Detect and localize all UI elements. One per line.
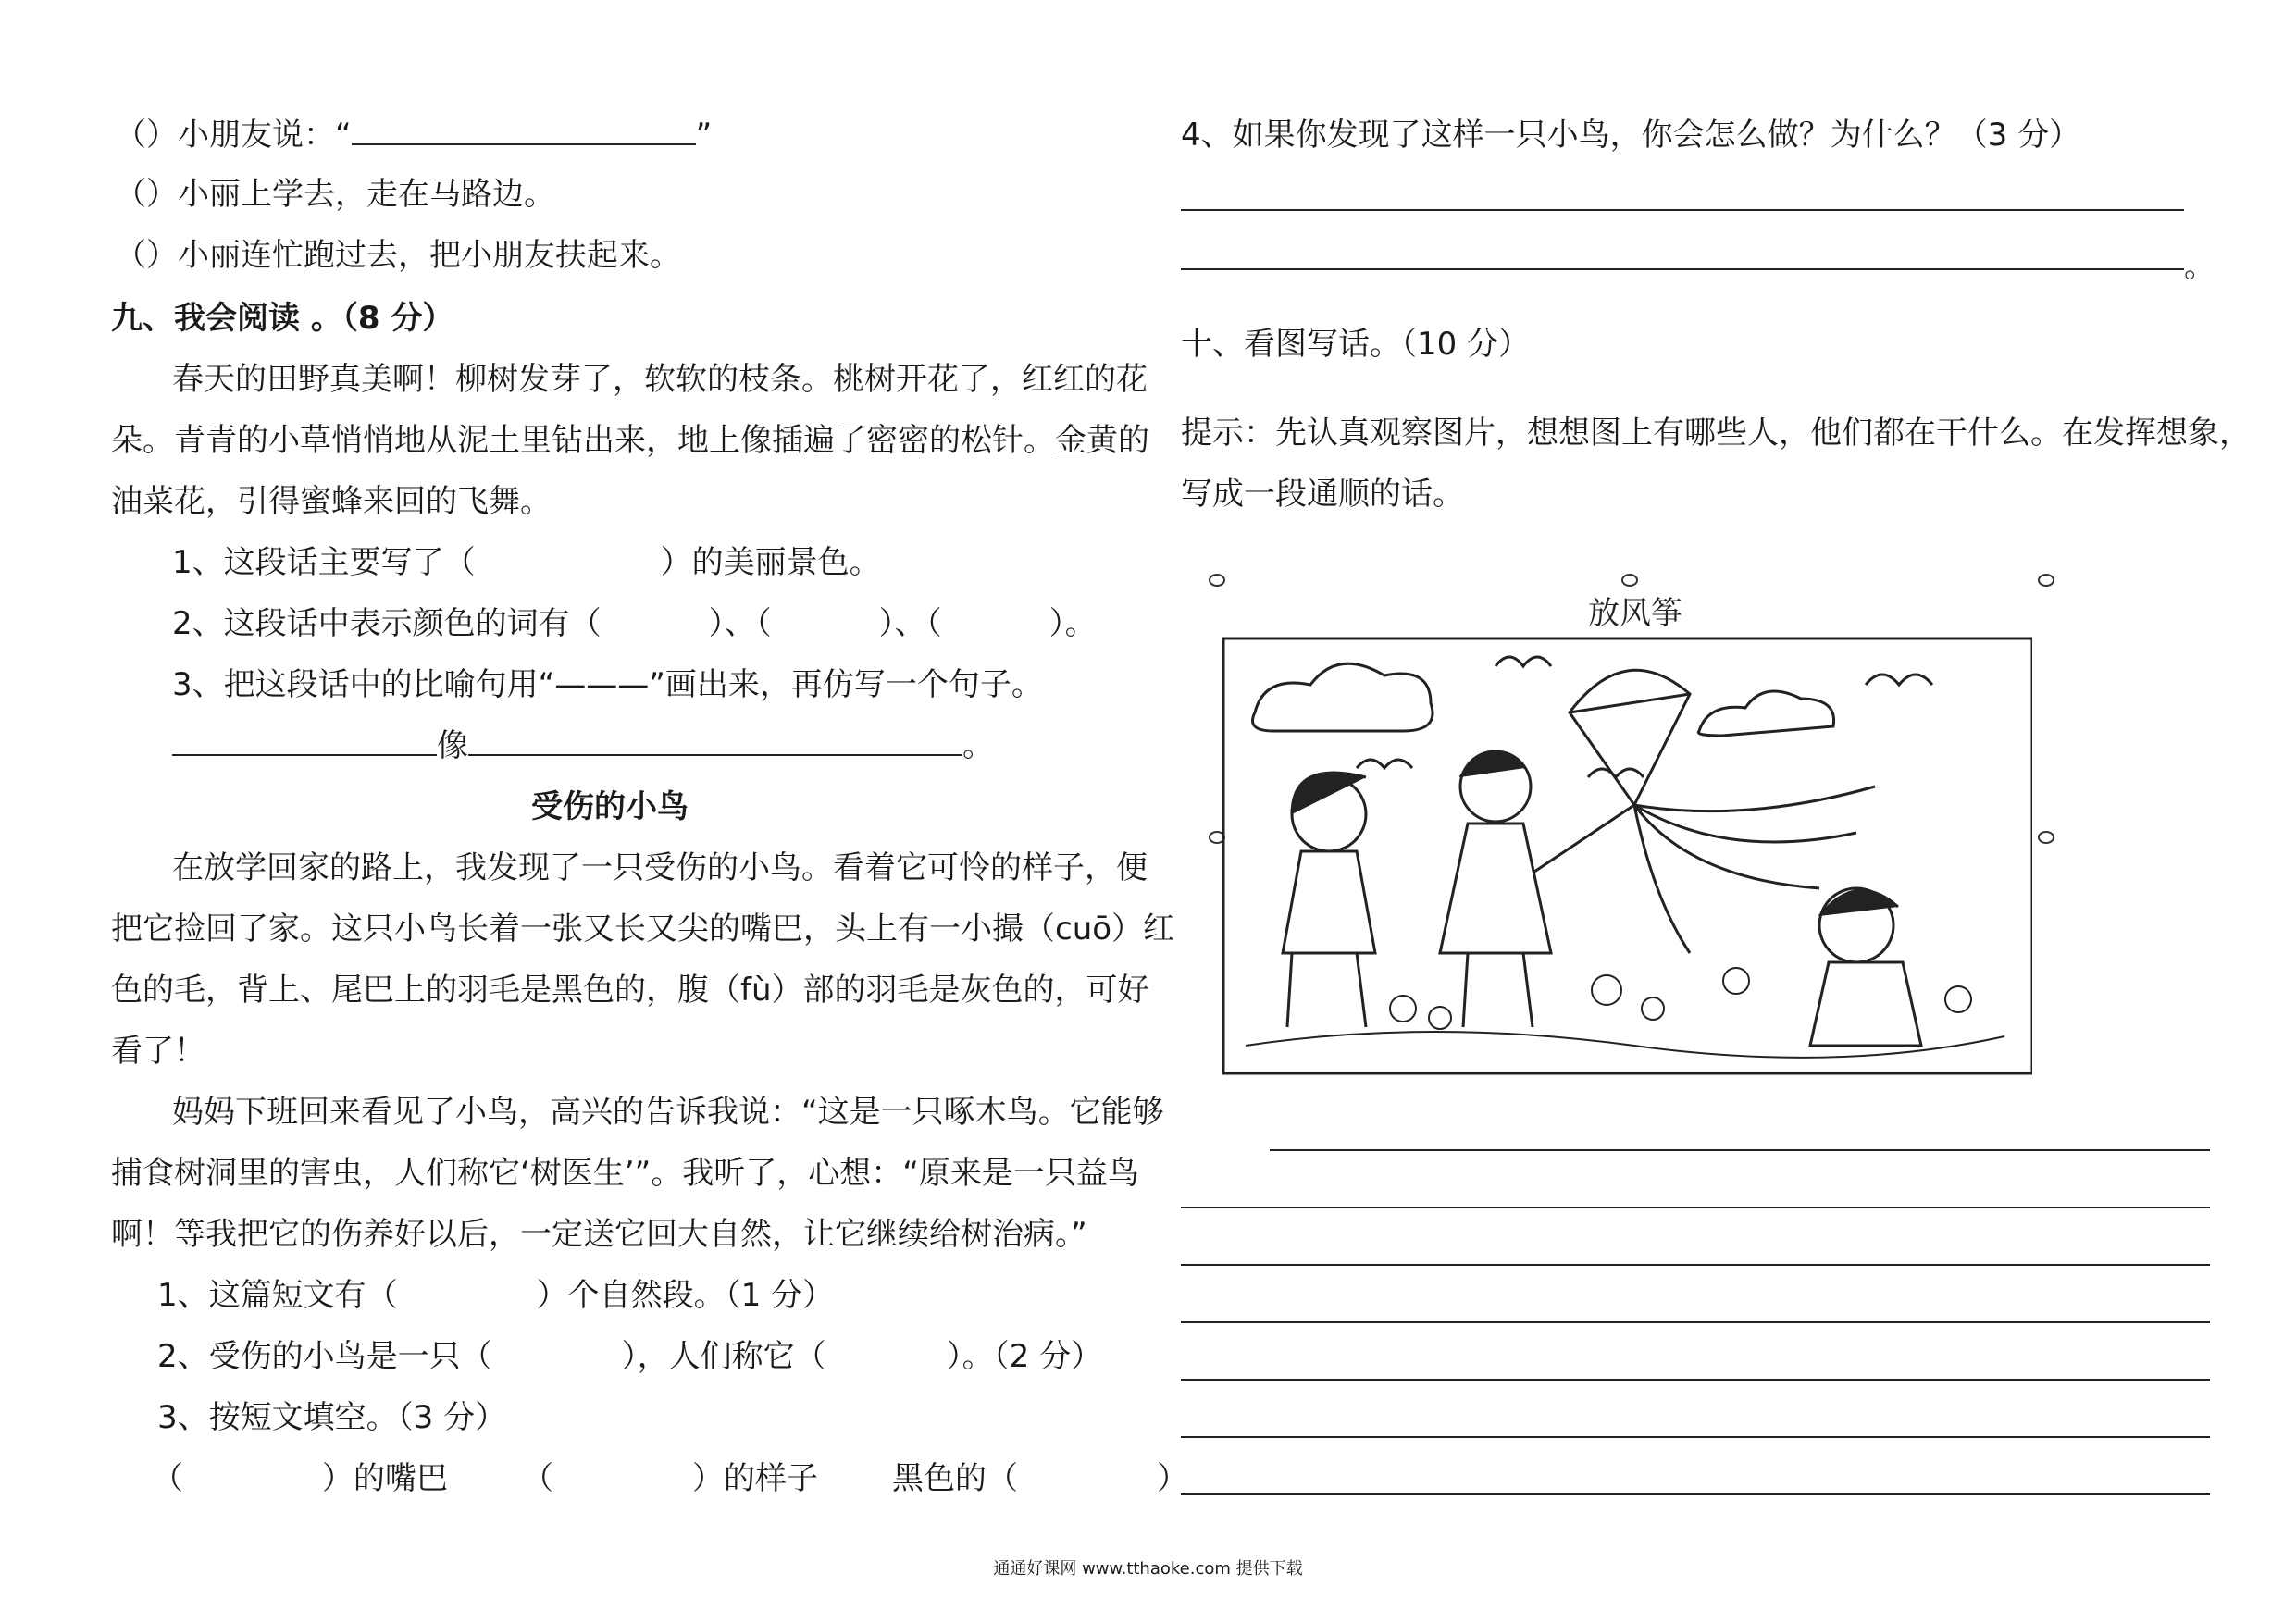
question-4: 4、如果你发现了这样一只小鸟，你会怎么做？为什么？（3 分） xyxy=(1181,117,2081,154)
child-figure-girl xyxy=(1440,751,1551,1027)
child-figure-left xyxy=(1283,773,1375,1027)
story-question-2: 2、受伤的小鸟是一只（ ），人们称它（ ）。（2 分） xyxy=(157,1338,1103,1375)
picture-resize-handle[interactable] xyxy=(2038,831,2054,844)
bird-icon xyxy=(1357,657,1932,777)
answer-blank[interactable] xyxy=(352,116,696,145)
s9-question-1: 1、这段话主要写了（ ）的美丽景色。 xyxy=(172,544,881,581)
s9-question-3: 3、把这段话中的比喻句用“———”画出来，再仿写一个句子。 xyxy=(172,666,1043,703)
section-9-title: 九、我会阅读 。（8 分） xyxy=(111,300,454,337)
picture-resize-handle[interactable] xyxy=(2038,574,2054,587)
story-p1-line-4: 看了！ xyxy=(111,1033,205,1070)
writing-line[interactable] xyxy=(1181,1207,2210,1208)
story-p1-line-1: 在放学回家的路上，我发现了一只受伤的小鸟。看着它可怜的样子，便 xyxy=(172,849,1148,886)
hint-line-2: 写成一段通顺的话。 xyxy=(1181,476,1464,513)
cloud-icon xyxy=(1253,663,1834,736)
order-item-1: （）小朋友说：“ ” xyxy=(115,117,713,154)
writing-line[interactable] xyxy=(1270,1149,2210,1151)
writing-line[interactable] xyxy=(1181,1493,2210,1495)
writing-line[interactable] xyxy=(1181,1264,2210,1266)
kite-flying-illustration xyxy=(1218,583,2032,1083)
passage-line-1: 春天的田野真美啊！柳树发芽了，软软的枝条。桃树开花了，红红的花 xyxy=(172,361,1148,398)
passage-line-3: 油菜花，引得蜜蜂来回的飞舞。 xyxy=(111,483,552,520)
story-question-3: 3、按短文填空。（3 分） xyxy=(157,1399,507,1436)
line-end-period: 。 xyxy=(2184,248,2215,285)
story-p1-line-2: 把它捡回了家。这只小鸟长着一张又长又尖的嘴巴，头上有一小撮（cuō）红 xyxy=(111,911,1175,948)
s9-question-2: 2、这段话中表示颜色的词有（ ）、（ ）、（ ）。 xyxy=(172,605,1097,642)
writing-line[interactable] xyxy=(1181,209,2184,211)
child-figure-right xyxy=(1810,888,1921,1046)
picture-title: 放风筝 xyxy=(1588,595,1682,632)
footer-credit: 通通好课网 www.tthaoke.com 提供下载 xyxy=(993,1559,1303,1579)
story-p2-line-3: 啊！等我把它的伤养好以后，一定送它回大自然，让它继续给树治病。” xyxy=(111,1216,1087,1253)
imitation-sentence: 像 。 xyxy=(172,725,994,766)
story-title: 受伤的小鸟 xyxy=(531,788,689,825)
writing-line[interactable] xyxy=(1181,1436,2210,1438)
answer-blank[interactable] xyxy=(172,726,437,756)
answer-blank[interactable] xyxy=(468,726,962,756)
order-item-2: （）小丽上学去，走在马路边。 xyxy=(115,176,555,213)
writing-line[interactable] xyxy=(1181,268,2184,270)
story-p1-line-3: 色的毛，背上、尾巴上的羽毛是黑色的，腹（fù）部的羽毛是灰色的，可好 xyxy=(111,972,1149,1009)
writing-line[interactable] xyxy=(1181,1379,2210,1381)
order-item-3: （）小丽连忙跑过去，把小朋友扶起来。 xyxy=(115,237,681,274)
fill-blank-row: （ ）的嘴巴 （ ）的样子 黑色的（ ） xyxy=(152,1460,1188,1497)
passage-line-2: 朵。青青的小草悄悄地从泥土里钻出来，地上像插遍了密密的松针。金黄的 xyxy=(111,422,1149,459)
story-p2-line-2: 捕食树洞里的害虫，人们称它‘树医生’”。我听了，心想：“原来是一只益鸟 xyxy=(111,1155,1139,1192)
writing-line[interactable] xyxy=(1181,1321,2210,1323)
story-p2-line-1: 妈妈下班回来看见了小鸟，高兴的告诉我说：“这是一只啄木鸟。它能够 xyxy=(172,1094,1164,1131)
section-10-title: 十、看图写话。（10 分） xyxy=(1181,326,1531,363)
hint-line-1: 提示：先认真观察图片，想想图上有哪些人，他们都在干什么。在发挥想象， xyxy=(1181,415,2251,452)
story-question-1: 1、这篇短文有（ ）个自然段。（1 分） xyxy=(157,1277,835,1314)
